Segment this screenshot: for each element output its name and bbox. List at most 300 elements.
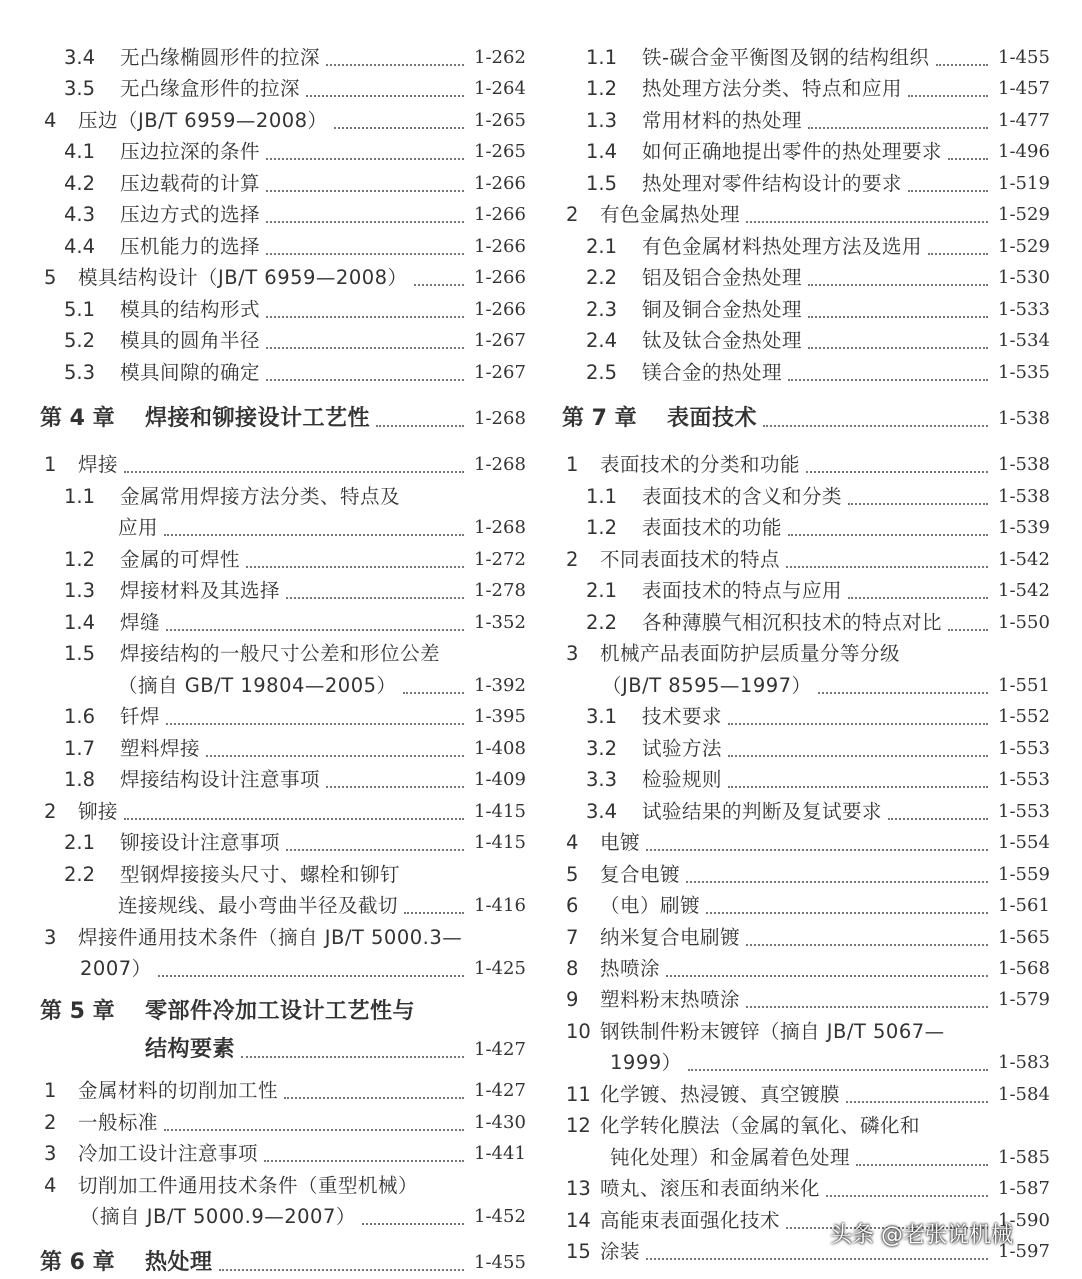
page-number: 1-264 <box>474 78 526 99</box>
entry-number: 第 4 章 <box>40 406 115 431</box>
toc-entry <box>562 1016 1050 1048</box>
toc-entry <box>40 575 526 607</box>
toc-entry <box>562 638 1050 670</box>
toc-entry <box>40 42 526 74</box>
entry-title: 结构要素 <box>145 1037 236 1062</box>
toc-entry <box>40 1138 526 1170</box>
toc-entry <box>562 890 1050 922</box>
toc-entry <box>40 449 526 481</box>
entry-title: 塑料焊接 <box>120 737 201 760</box>
entry-title: 铁-碳合金平衡图及钢的结构组织 <box>642 46 930 69</box>
dot-leader <box>362 1220 464 1225</box>
toc-entry <box>40 1075 526 1107</box>
entry-title: 模具结构设计（JB/T 6959—2008） <box>78 266 408 289</box>
page-number: 1-392 <box>474 675 526 696</box>
toc-entry <box>40 670 526 702</box>
page-number: 1-550 <box>998 612 1050 633</box>
page-number: 1-579 <box>998 989 1050 1010</box>
entry-title: 冷加工设计注意事项 <box>78 1142 259 1165</box>
page-number: 1-590 <box>998 1210 1050 1231</box>
dot-leader <box>808 344 988 349</box>
entry-title: 模具间隙的确定 <box>120 361 261 384</box>
entry-title: 有色金属热处理 <box>600 203 741 226</box>
entry-number: 2 <box>44 800 57 823</box>
entry-number: 2.1 <box>64 831 96 854</box>
page-number: 1-265 <box>474 141 526 162</box>
entry-number: 1.1 <box>586 46 618 69</box>
toc-entry <box>562 670 1050 702</box>
dot-leader <box>286 846 464 851</box>
toc-entry <box>40 859 526 891</box>
entry-number: 1.5 <box>586 172 618 195</box>
page-number: 1-395 <box>474 706 526 727</box>
page-number: 1-266 <box>474 267 526 288</box>
toc-entry <box>40 168 526 200</box>
toc-entry <box>562 231 1050 263</box>
page-number: 1-583 <box>998 1052 1050 1073</box>
entry-title: 焊接材料及其选择 <box>120 579 281 602</box>
entry-number: 2.3 <box>586 298 618 321</box>
toc-entry <box>562 1173 1050 1205</box>
toc-entry <box>562 575 1050 607</box>
page-number: 1-265 <box>474 110 526 131</box>
toc-entry <box>40 136 526 168</box>
entry-title: 技术要求 <box>642 705 723 728</box>
dot-leader <box>856 1161 988 1166</box>
entry-number: 3.4 <box>586 800 618 823</box>
entry-number: 9 <box>566 988 579 1011</box>
entry-number: 1.3 <box>64 579 96 602</box>
toc-entry <box>562 1079 1050 1111</box>
entry-title: 表面技术的特点与应用 <box>642 579 843 602</box>
page-number: 1-534 <box>998 330 1050 351</box>
entry-number: 7 <box>566 926 579 949</box>
entry-title: 热处理方法分类、特点和应用 <box>642 77 903 100</box>
page-number: 1-268 <box>474 454 526 475</box>
toc-entry <box>40 357 526 389</box>
toc-entry <box>562 1142 1050 1174</box>
page-number: 1-415 <box>474 832 526 853</box>
toc-right-column <box>562 0 1050 1274</box>
entry-number: 13 <box>566 1177 591 1200</box>
dot-leader <box>166 626 464 631</box>
entry-title: 化学镀、热浸镀、真空镀膜 <box>600 1083 841 1106</box>
toc-entry <box>40 796 526 828</box>
entry-number: 4 <box>44 1174 57 1197</box>
entry-number: 1.4 <box>586 140 618 163</box>
dot-leader <box>266 218 464 223</box>
page-number: 1-529 <box>998 236 1050 257</box>
toc-entry <box>562 764 1050 796</box>
entry-number: 1.2 <box>64 548 96 571</box>
toc-entry <box>562 168 1050 200</box>
entry-number: 2.2 <box>64 863 96 886</box>
entry-title: （摘自 JB/T 5000.9—2007） <box>80 1205 356 1228</box>
toc-entry <box>562 859 1050 891</box>
entry-number: 3.2 <box>586 737 618 760</box>
dot-leader <box>266 155 464 160</box>
dot-leader <box>808 313 988 318</box>
entry-number: 1.4 <box>64 611 96 634</box>
toc-entry <box>562 701 1050 733</box>
entry-number: 3.3 <box>586 768 618 791</box>
page-number: 1-554 <box>998 832 1050 853</box>
entry-number: 第 7 章 <box>562 406 637 431</box>
dot-leader <box>808 124 988 129</box>
page-number: 1-542 <box>998 580 1050 601</box>
entry-title: 压边方式的选择 <box>120 203 261 226</box>
entry-number: 2 <box>566 548 579 571</box>
toc-entry <box>40 1034 526 1066</box>
dot-leader <box>746 218 988 223</box>
dot-leader <box>376 422 464 427</box>
page-number: 1-529 <box>998 204 1050 225</box>
toc-entry <box>40 73 526 105</box>
page-number: 1-565 <box>998 927 1050 948</box>
entry-title: 纳米复合电刷镀 <box>600 926 741 949</box>
page-number: 1-427 <box>474 1039 526 1060</box>
entry-title: 高能束表面强化技术 <box>600 1209 781 1232</box>
entry-number: 2 <box>566 203 579 226</box>
page-number: 1-408 <box>474 738 526 759</box>
toc-entry <box>562 1110 1050 1142</box>
toc-entry <box>562 607 1050 639</box>
page-number: 1-268 <box>474 408 526 429</box>
entry-number: 10 <box>566 1020 591 1043</box>
entry-title: 压边载荷的计算 <box>120 172 261 195</box>
entry-number: 2.1 <box>586 579 618 602</box>
entry-number: 2.2 <box>586 266 618 289</box>
page-number: 1-272 <box>474 549 526 570</box>
dot-leader <box>746 941 988 946</box>
page-number: 1-559 <box>998 864 1050 885</box>
page-number: 1-278 <box>474 580 526 601</box>
dot-leader <box>206 752 464 757</box>
entry-number: 12 <box>566 1114 591 1137</box>
entry-number: 3.4 <box>64 46 96 69</box>
dot-leader <box>646 1255 988 1260</box>
toc-entry <box>40 764 526 796</box>
entry-number: 5.3 <box>64 361 96 384</box>
entry-number: 8 <box>566 957 579 980</box>
dot-leader <box>326 61 464 66</box>
dot-leader <box>728 720 988 725</box>
dot-leader <box>164 1126 464 1131</box>
entry-title: 焊缝 <box>120 611 161 634</box>
dot-leader <box>666 972 988 977</box>
chapter-heading <box>40 403 526 435</box>
entry-title: （JB/T 8595—1997） <box>602 674 812 697</box>
entry-title: 型钢焊接接头尺寸、螺栓和铆钉 <box>120 863 401 886</box>
entry-number: 4.1 <box>64 140 96 163</box>
page-number: 1-553 <box>998 769 1050 790</box>
dot-leader <box>846 1098 988 1103</box>
toc-entry <box>562 481 1050 513</box>
dot-leader <box>818 689 988 694</box>
page-number: 1-533 <box>998 299 1050 320</box>
dot-leader <box>788 531 988 536</box>
entry-title: 有色金属材料热处理方法及选用 <box>642 235 923 258</box>
dot-leader <box>284 1094 464 1099</box>
toc-entry <box>562 449 1050 481</box>
entry-number: 3.5 <box>64 77 96 100</box>
entry-title: 焊接结构的一般尺寸公差和形位公差 <box>120 642 441 665</box>
entry-title: 焊接和铆接设计工艺性 <box>145 406 371 431</box>
entry-number: 4.2 <box>64 172 96 195</box>
page-number: 1-452 <box>474 1206 526 1227</box>
page-number: 1-538 <box>998 408 1050 429</box>
page-number: 1-561 <box>998 895 1050 916</box>
entry-number: 4.3 <box>64 203 96 226</box>
toc-entry <box>40 701 526 733</box>
entry-number: 2.5 <box>586 361 618 384</box>
entry-title: 连接规线、最小弯曲半径及截切 <box>118 894 399 917</box>
page-number: 1-496 <box>998 141 1050 162</box>
entry-number: 14 <box>566 1209 591 1232</box>
dot-leader <box>728 783 988 788</box>
entry-number: 4 <box>566 831 579 854</box>
toc-entry <box>562 262 1050 294</box>
page-number: 1-587 <box>998 1178 1050 1199</box>
entry-title: 无凸缘椭圆形件的拉深 <box>120 46 321 69</box>
entry-title: 钝化处理）和金属着色处理 <box>610 1146 851 1169</box>
dot-leader <box>763 422 988 427</box>
entry-title: 热处理对零件结构设计的要求 <box>642 172 903 195</box>
entry-number: 2 <box>44 1111 57 1134</box>
toc-entry <box>562 984 1050 1016</box>
toc-entry <box>40 890 526 922</box>
toc-entry <box>562 73 1050 105</box>
entry-number: 2.1 <box>586 235 618 258</box>
page-number: 1-266 <box>474 204 526 225</box>
dot-leader <box>948 626 988 631</box>
entry-title: 钛及钛合金热处理 <box>642 329 803 352</box>
page-number: 1-553 <box>998 801 1050 822</box>
dot-leader <box>414 281 464 286</box>
entry-number: 5 <box>566 863 579 886</box>
entry-title: 各种薄膜气相沉积技术的特点对比 <box>642 611 943 634</box>
entry-number: 15 <box>566 1240 591 1263</box>
page-number: 1-539 <box>998 517 1050 538</box>
entry-title: 钢铁制件粉末镀锌（摘自 JB/T 5067— <box>600 1020 945 1043</box>
entry-number: 6 <box>566 894 579 917</box>
entry-title: 焊接结构设计注意事项 <box>120 768 321 791</box>
entry-title: 压机能力的选择 <box>120 235 261 258</box>
page-number: 1-455 <box>474 1252 526 1273</box>
page-number: 1-267 <box>474 330 526 351</box>
page-number: 1-268 <box>474 517 526 538</box>
toc-entry <box>40 638 526 670</box>
dot-leader <box>928 250 988 255</box>
entry-title: 1999） <box>610 1051 682 1074</box>
entry-number: 1 <box>44 453 57 476</box>
toc-entry <box>40 1170 526 1202</box>
dot-leader <box>788 376 988 381</box>
page-number: 1-430 <box>474 1112 526 1133</box>
toc-entry <box>562 42 1050 74</box>
dot-leader <box>266 187 464 192</box>
toc-entry <box>562 827 1050 859</box>
toc-entry <box>40 231 526 263</box>
toc-entry <box>40 1201 526 1233</box>
dot-leader <box>266 250 464 255</box>
entry-title: 表面技术的功能 <box>642 516 783 539</box>
dot-leader <box>286 594 464 599</box>
entry-number: 5.1 <box>64 298 96 321</box>
page-number: 1-519 <box>998 173 1050 194</box>
dot-leader <box>826 1192 988 1197</box>
toc-entry <box>40 481 526 513</box>
entry-title: 化学转化膜法（金属的氧化、磷化和 <box>600 1114 921 1137</box>
page-number: 1-538 <box>998 454 1050 475</box>
entry-title: 常用材料的热处理 <box>642 109 803 132</box>
entry-title: 无凸缘盒形件的拉深 <box>120 77 301 100</box>
page-number: 1-427 <box>474 1080 526 1101</box>
page-number: 1-415 <box>474 801 526 822</box>
dot-leader <box>334 124 464 129</box>
entry-title: 镁合金的热处理 <box>642 361 783 384</box>
entry-title: 模具的圆角半径 <box>120 329 261 352</box>
toc-entry <box>40 294 526 326</box>
page-number: 1-266 <box>474 236 526 257</box>
toc-entry <box>562 199 1050 231</box>
toc-entry <box>562 733 1050 765</box>
page-number: 1-416 <box>474 895 526 916</box>
dot-leader <box>124 815 464 820</box>
entry-title: 焊接件通用技术条件（摘自 JB/T 5000.3— <box>78 926 463 949</box>
entry-number: 第 6 章 <box>40 1250 115 1275</box>
entry-title: 表面技术 <box>667 406 758 431</box>
dot-leader <box>908 92 988 97</box>
page-number: 1-530 <box>998 267 1050 288</box>
entry-number: 5 <box>44 266 57 289</box>
entry-title: 塑料粉末热喷涂 <box>600 988 741 1011</box>
dot-leader <box>686 878 988 883</box>
dot-leader <box>728 752 988 757</box>
toc-entry <box>40 544 526 576</box>
chapter-heading <box>40 1247 526 1279</box>
dot-leader <box>246 563 464 568</box>
dot-leader <box>266 313 464 318</box>
toc-entry <box>40 733 526 765</box>
toc-entry <box>40 262 526 294</box>
toc-entry <box>40 827 526 859</box>
entry-title: 试验结果的判断及复试要求 <box>642 800 883 823</box>
page-number: 1-455 <box>998 47 1050 68</box>
dot-leader <box>403 689 464 694</box>
dot-leader <box>948 155 988 160</box>
page-number: 1-568 <box>998 958 1050 979</box>
entry-number: 4.4 <box>64 235 96 258</box>
entry-number: 1.5 <box>64 642 96 665</box>
entry-title: 如何正确地提出零件的热处理要求 <box>642 140 943 163</box>
page-number: 1-553 <box>998 738 1050 759</box>
dot-leader <box>326 783 464 788</box>
toc-entry <box>562 796 1050 828</box>
entry-title: 机械产品表面防护层质量分等分级 <box>600 642 901 665</box>
entry-title: （电）刷镀 <box>600 894 701 917</box>
dot-leader <box>706 909 988 914</box>
dot-leader <box>908 187 988 192</box>
page-number: 1-477 <box>998 110 1050 131</box>
toc-entry <box>562 512 1050 544</box>
dot-leader <box>688 1066 988 1071</box>
entry-title: 热喷涂 <box>600 957 661 980</box>
dot-leader <box>266 376 464 381</box>
toc-entry <box>562 325 1050 357</box>
entry-title: 金属常用焊接方法分类、特点及 <box>120 485 401 508</box>
page-number: 1-584 <box>998 1084 1050 1105</box>
entry-number: 11 <box>566 1083 591 1106</box>
entry-title: 一般标准 <box>78 1111 159 1134</box>
toc-left-column <box>40 0 526 1274</box>
dot-leader <box>164 531 464 536</box>
page-number: 1-409 <box>474 769 526 790</box>
page-number: 1-266 <box>474 299 526 320</box>
entry-number: 3 <box>44 926 57 949</box>
toc-entry <box>562 357 1050 389</box>
entry-title: 模具的结构形式 <box>120 298 261 321</box>
toc-entry <box>40 512 526 544</box>
page-number: 1-352 <box>474 612 526 633</box>
dot-leader <box>746 1003 988 1008</box>
entry-number: 1 <box>566 453 579 476</box>
entry-title: （摘自 GB/T 19804—2005） <box>118 674 397 697</box>
dot-leader <box>219 1266 464 1271</box>
toc-entry <box>562 1047 1050 1079</box>
dot-leader <box>306 92 464 97</box>
entry-title: 铜及铜合金热处理 <box>642 298 803 321</box>
toc-entry <box>40 199 526 231</box>
chapter-heading <box>562 403 1050 435</box>
entry-title: 压边（JB/T 6959—2008） <box>78 109 328 132</box>
entry-title: 电镀 <box>600 831 641 854</box>
entry-title: 喷丸、滚压和表面纳米化 <box>600 1177 821 1200</box>
page-number: 1-457 <box>998 78 1050 99</box>
toc-entry <box>562 544 1050 576</box>
page-number: 1-425 <box>474 958 526 979</box>
entry-title: 金属材料的切削加工性 <box>78 1079 279 1102</box>
dot-leader <box>786 563 988 568</box>
entry-number: 1.2 <box>586 516 618 539</box>
entry-title: 铝及铝合金热处理 <box>642 266 803 289</box>
entry-number: 1.1 <box>64 485 96 508</box>
entry-title: 铆接 <box>78 800 119 823</box>
entry-title: 热处理 <box>145 1250 213 1275</box>
page-number: 1-585 <box>998 1147 1050 1168</box>
toc-entry <box>40 922 526 954</box>
entry-title: 应用 <box>118 516 159 539</box>
page-number: 1-267 <box>474 362 526 383</box>
entry-title: 金属的可焊性 <box>120 548 241 571</box>
entry-number: 1.2 <box>586 77 618 100</box>
dot-leader <box>936 61 988 66</box>
entry-title: 压边拉深的条件 <box>120 140 261 163</box>
entry-number: 3.1 <box>586 705 618 728</box>
dot-leader <box>166 720 464 725</box>
toc-entry <box>40 1107 526 1139</box>
entry-title: 切削加工件通用技术条件（重型机械） <box>78 1174 419 1197</box>
dot-leader <box>848 594 988 599</box>
dot-leader <box>124 468 464 473</box>
entry-title: 钎焊 <box>120 705 161 728</box>
dot-leader <box>806 468 988 473</box>
dot-leader <box>646 846 988 851</box>
toc-entry <box>562 922 1050 954</box>
entry-number: 1.3 <box>586 109 618 132</box>
entry-number: 1.6 <box>64 705 96 728</box>
entry-title: 表面技术的含义和分类 <box>642 485 843 508</box>
